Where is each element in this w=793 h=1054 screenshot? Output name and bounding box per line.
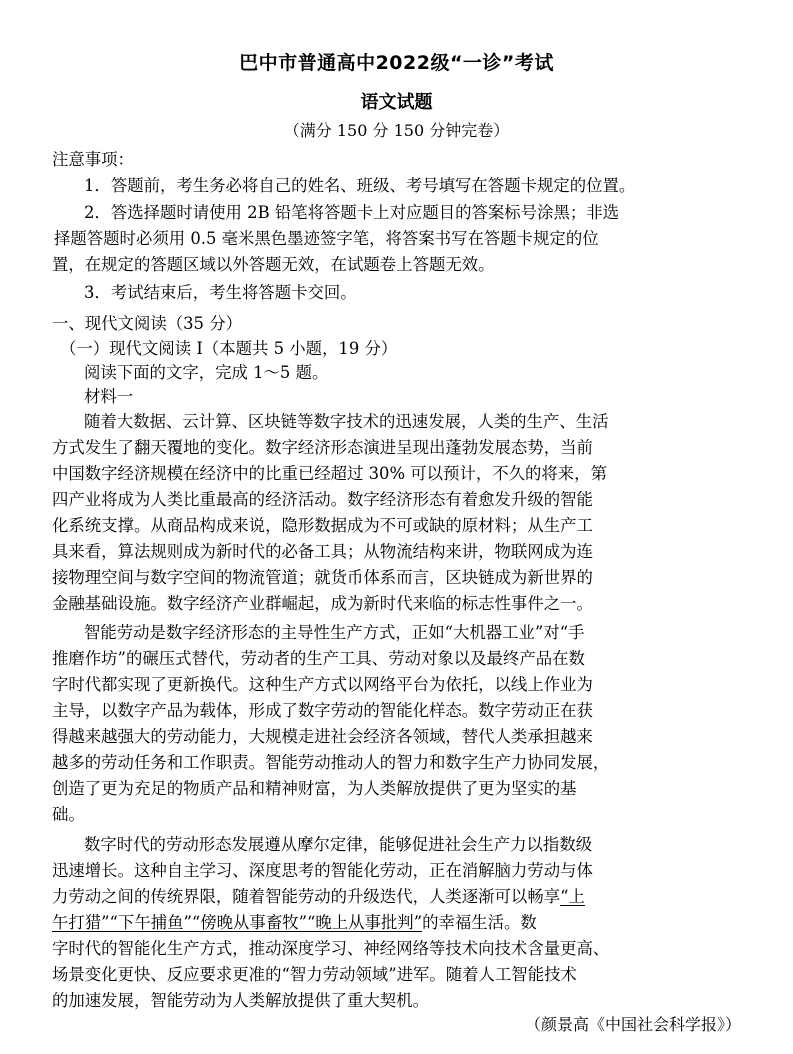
passage-line: 接物理空间与数字空间的物流管道；就货币体系而言，区块链成为新世界的 bbox=[52, 568, 593, 587]
underlined-quote: “上 bbox=[560, 887, 585, 906]
exam-meta: （满分 150 分 150 分钟完卷） bbox=[283, 121, 510, 140]
passage-line: 化系统支撑。从商品构成来说，隐形数据成为不可或缺的原材料；从生产工 bbox=[52, 516, 593, 535]
passage-line: 四产业将成为人类比重最高的经济活动。数字经济形态有着愈发升级的智能 bbox=[52, 490, 593, 509]
passage-line: 的加速发展，智能劳动为人类解放提供了重大契机。 bbox=[52, 991, 429, 1010]
passage-text: 的幸福生活。数 bbox=[422, 913, 537, 932]
passage-line: 础。 bbox=[52, 805, 85, 824]
passage-line: 方式发生了翻天覆地的变化。数字经济形态演进呈现出蓬勃发展态势，当前 bbox=[52, 438, 593, 457]
passage-line: 智能劳动是数字经济形态的主导性生产方式，正如“大机器工业”对“手 bbox=[84, 623, 585, 642]
passage-text: 力劳动之间的传统界限，随着智能劳动的升级迭代，人类逐渐可以畅享 bbox=[52, 887, 561, 906]
passage-line bbox=[52, 910, 537, 936]
passage-line: 主导，以数字产品为载体，形成了数字劳动的智能化样态。数字劳动正在获 bbox=[52, 701, 593, 720]
notice-line: 2．答选择题时请使用 2B 铅笔将答题卡上对应题目的答案标号涂黑；非选 bbox=[84, 203, 620, 222]
passage-line: 数字时代的劳动形态发展遵从摩尔定律，能够促进社会生产力以指数级 bbox=[84, 835, 593, 854]
material-label: 材料一 bbox=[84, 387, 134, 406]
passage-line bbox=[52, 884, 585, 910]
underlined-quote: 午打猎”“下午捕鱼”“傍晚从事畜牧”“晚上从事批判” bbox=[52, 913, 423, 932]
notice-line: 置，在规定的答题区域以外答题无效，在试题卷上答题无效。 bbox=[52, 255, 495, 274]
passage-line: 金融基础设施。数字经济产业群崛起，成为新时代来临的标志性事件之一。 bbox=[52, 594, 593, 613]
section-heading: 一、现代文阅读（35 分） bbox=[52, 314, 242, 333]
passage-line: 字时代的智能化生产方式，推动深度学习、神经网络等技术向技术含量更高、 bbox=[52, 939, 610, 958]
passage-line: 随着大数据、云计算、区块链等数字技术的迅速发展，人类的生产、生活 bbox=[84, 412, 609, 431]
passage-source: （颜景高《中国社会科学报》） bbox=[524, 1015, 741, 1034]
sub-section-heading: （一）现代文阅读 I（本题共 5 小题，19 分） bbox=[60, 339, 398, 358]
notice-line: 3．考试结束后，考生将答题卡交回。 bbox=[84, 283, 357, 302]
passage-line: 创造了更为充足的物质产品和精神财富，为人类解放提供了更为坚实的基 bbox=[52, 779, 577, 798]
passage-line: 中国数字经济规模在经济中的比重已经超过 30% 可以预计，不久的将来，第 bbox=[52, 464, 607, 483]
passage-line: 字时代都实现了更新换代。这种生产方式以网络平台为依托，以线上作业为 bbox=[52, 675, 593, 694]
passage-line: 得越来越强大的劳动能力，大规模走进社会经济各领域，替代人类承担越来 bbox=[52, 727, 593, 746]
passage-line: 推磨作坊”的碾压式替代，劳动者的生产工具、劳动对象以及最终产品在数 bbox=[52, 649, 585, 668]
notice-line: 择题答题时必须用 0.5 毫米黑色墨迹签字笔，将答案书写在答题卡规定的位 bbox=[54, 229, 599, 248]
passage-line: 场景变化更快、反应要求更准的“智力劳动领域”进军。随着人工智能技术 bbox=[52, 965, 577, 984]
passage-line: 迅速增长。这种自主学习、深度思考的智能化劳动，正在消解脑力劳动与体 bbox=[52, 861, 593, 880]
notice-heading: 注意事项： bbox=[52, 150, 134, 169]
exam-subject: 语文试题 bbox=[360, 92, 433, 113]
passage-line: 具来看，算法规则成为新时代的必备工具；从物流结构来讲，物联网成为连 bbox=[52, 542, 593, 561]
notice-line: 1．答题前，考生务必将自己的姓名、班级、考号填写在答题卡规定的位置。 bbox=[84, 176, 636, 195]
passage-line: 越多的劳动任务和工作职责。智能劳动推动人的智力和数字生产力协同发展， bbox=[52, 753, 610, 772]
exam-title: 巴中市普通高中2022级“一诊”考试 bbox=[239, 52, 554, 74]
reading-instruction: 阅读下面的文字，完成 1～5 题。 bbox=[84, 363, 329, 382]
